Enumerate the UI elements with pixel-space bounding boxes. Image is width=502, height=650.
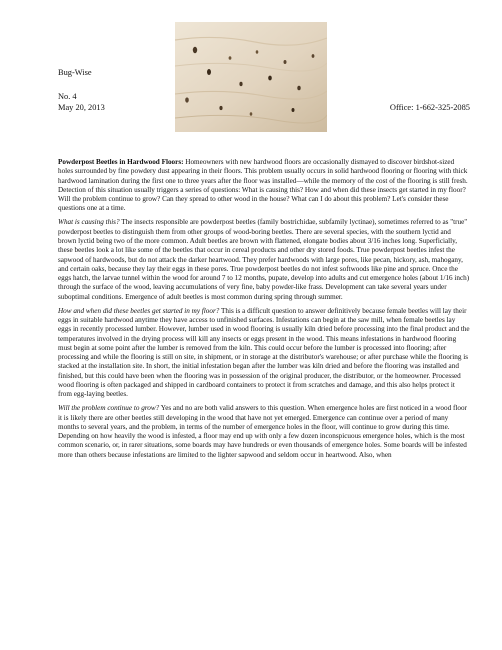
issue-number: No. 4 bbox=[58, 92, 77, 101]
question-cause: What is causing this? bbox=[58, 218, 120, 227]
paragraph-growth bbox=[58, 404, 470, 460]
article-heading: Powderpost Beetles in Hardwood Floors: bbox=[58, 158, 184, 166]
wood-hole-photo bbox=[175, 22, 327, 132]
paragraph-cause-text: The insects responsible are powderpost beetles (family bostrichidae, subfamily lyctinae), sometimes referred to as "true" powderpost beetles to distinguish them from other groups of wood-boring beetles. There are several species, with the southern lyctid and brown lyctid being two of the more common. Adult beetles are brown with flattened, elongate bodies about 3/16 inches long. Superficially, these beetles look a lot like some of the beetles that occur in cereal products and other dry stored foods. True powderpost beetles infest the sapwood of hardwoods, but do not attack the darker heartwood. They prefer hardwoods with large pores, like pecan, hickory, ash, mahogany, and certain oaks, because they lay their eggs in these pores. True powderpost beetles do not infest softwoods like pine and spruce. Once the eggs hatch, the larvae tunnel within the wood for around 7 to 12 months, pupate, develop into adults and cut emergence holes (about 1/16 inch) through the surface of the wood, leaving accumulations of very fine, baby powder-like frass. Development can take several years under suboptimal conditions. Emergence of adult beetles is most common during spring through summer. bbox=[58, 218, 470, 301]
paragraph-intro bbox=[58, 158, 470, 214]
wood-photo-icon bbox=[175, 22, 327, 132]
article-body bbox=[58, 158, 470, 465]
paragraph-origin bbox=[58, 307, 470, 400]
paragraph-cause bbox=[58, 218, 470, 302]
paragraph-intro-text: Homeowners with new hardwood floors are occasionally dismayed to discover birdshot-sized holes surrounded by fine powdery dust appearing in their floors. This problem usually occurs in solid hardwood flooring or flooring with thick hardwood lamination during the first one to three years after the floor was installed—while the memory of the cost of the flooring is still fresh. Detection of this situation usually triggers a series of questions: What is causing this? How and when did these insects get started in my floor? Will the problem continue to grow? Can they spread to other wood in the house? What can I do about this problem? Let's consider these questions one at a time. bbox=[58, 158, 468, 213]
issue-date: May 20, 2013 bbox=[58, 103, 105, 112]
newsletter-title: Bug-Wise bbox=[58, 68, 92, 77]
office-phone: Office: 1-662-325-2085 bbox=[389, 103, 470, 112]
paragraph-origin-text: This is a difficult question to answer definitively because female beetles will lay their eggs in suitable hardwood anytime they have access to unfinished surfaces. Infestations can begin at the saw mill, when female beetles lay eggs in recently processed lumber. However, lumber used in wood flooring is usually kiln dried before processing into the final product and the temperatures involved in the drying process will kill any insects or eggs present in the wood. This means infestations in hardwood flooring must begin at some point after the lumber is removed from the kiln. This could occur before the lumber is processed into flooring; after processing and while the flooring is still on site, in shipment, or in storage at the distributor's warehouse; or after purchase while the flooring is stacked at the installation site. In short, the initial infestation began after the lumber was kiln dried and before the flooring was installed and finished, but this could have been when the flooring was in possession of the original producer, the distributor, or the homeowner. Processed wood flooring is often packaged and shipped in cardboard containers to protect it from scratches and damage, and this also helps protect it from egg-laying beetles. bbox=[58, 306, 470, 399]
paragraph-growth-text: Yes and no are both valid answers to this question. When emergence holes are first noticed in a wood floor it is likely there are other beetles still developing in the wood that have not yet emerged. Emergence can continue over a period of many months to several years, and the problem, in terms of the number of emergence holes in the floor, will continue to grow during this time. Depending on how heavily the wood is infested, a floor may end up with only a few dozen inconspicuous emergence holes, which is the most common scenario, or, in rarer situations, some boards may have hundreds or even thousands of emergence holes. Some boards will be infested more than others because infestations are limited to the lighter sapwood and seldom occur in heartwood. Also, when bbox=[58, 404, 467, 459]
question-growth: Will the problem continue to grow? bbox=[58, 404, 160, 413]
question-origin: How and when did these beetles get started in my floor? bbox=[58, 306, 220, 315]
